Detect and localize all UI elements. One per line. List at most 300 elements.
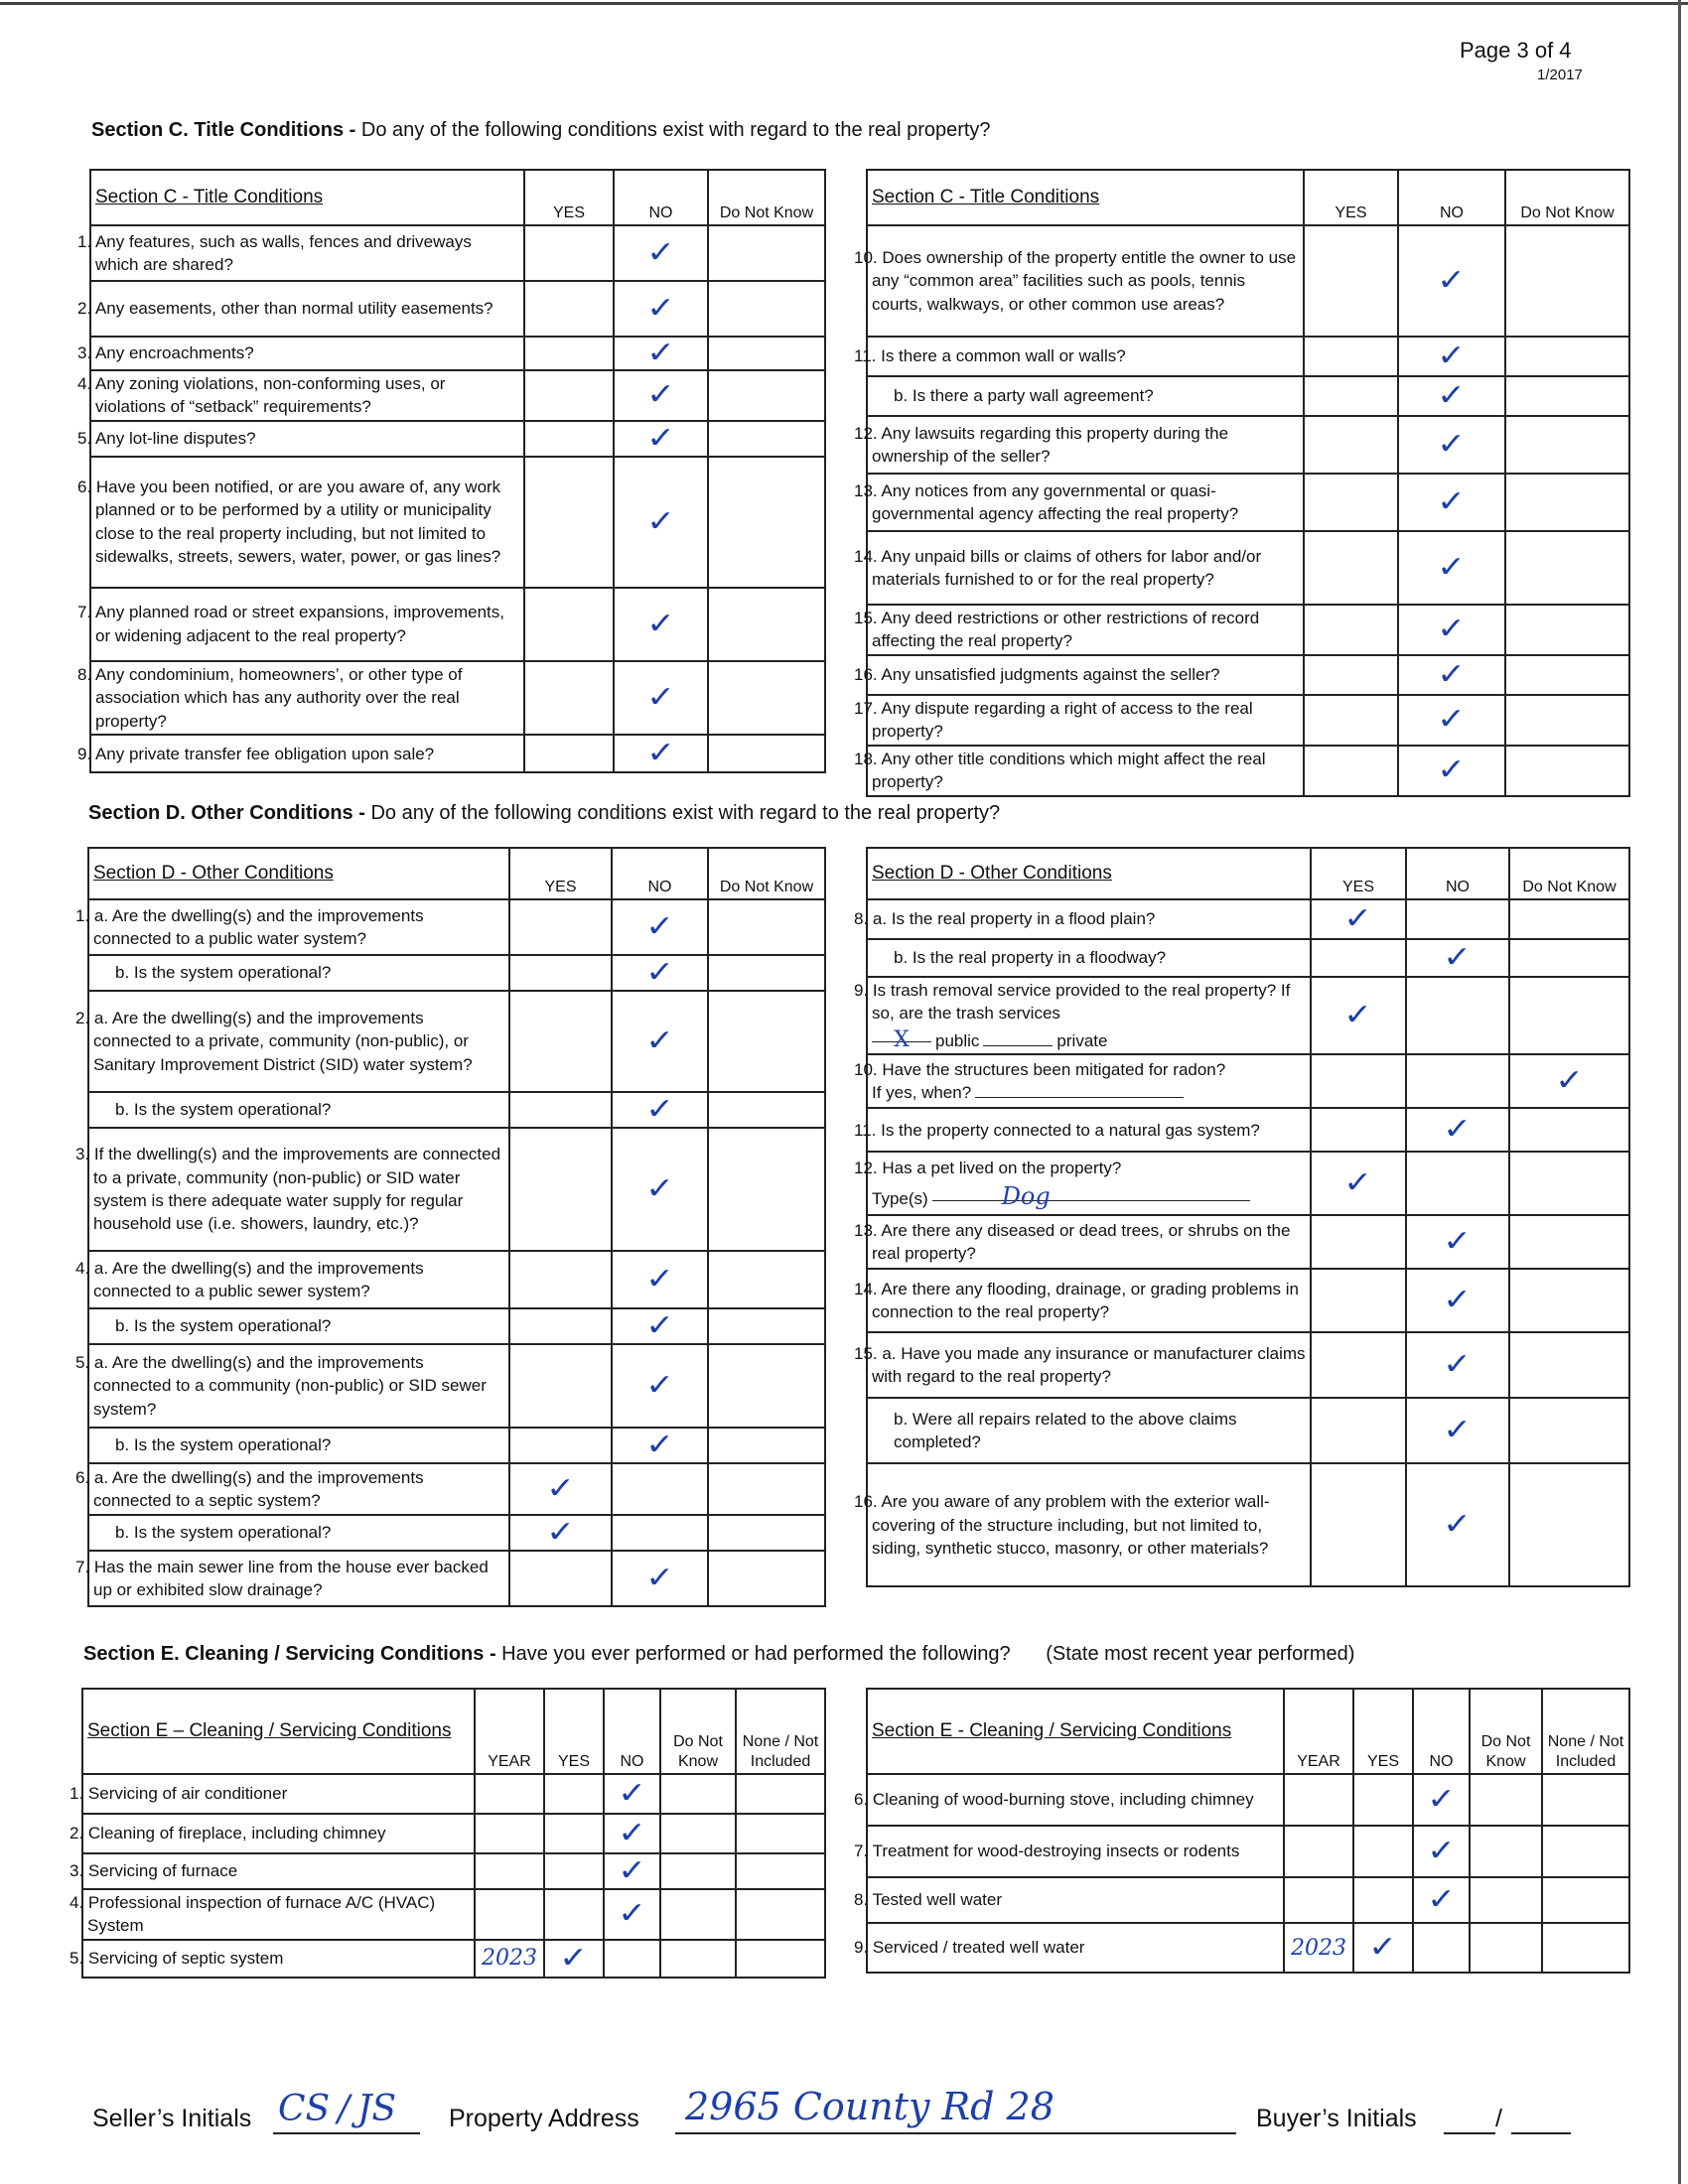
yes-checkbox[interactable] [1304, 337, 1398, 376]
do-not-know-checkbox[interactable] [708, 899, 825, 955]
do-not-know-checkbox[interactable] [1505, 337, 1629, 376]
do-not-know-checkbox[interactable] [708, 1463, 825, 1515]
trash-private-blank[interactable] [983, 1029, 1053, 1046]
yes-checkbox[interactable] [524, 735, 614, 772]
none-not-included-checkbox[interactable] [1542, 1923, 1629, 1973]
yes-checkbox[interactable] [509, 899, 612, 955]
no-checkbox[interactable] [604, 1940, 660, 1978]
question-cell [854, 1054, 1311, 1108]
no-checkbox[interactable] [612, 1344, 708, 1428]
question-row [88, 1128, 825, 1251]
yes-checkbox[interactable] [544, 1774, 604, 1814]
none-not-included-checkbox[interactable] [736, 1814, 825, 1853]
col-do-not-know: Do Not Know [708, 848, 825, 899]
do-not-know-checkbox[interactable] [708, 225, 825, 281]
yes-checkbox[interactable] [524, 281, 614, 337]
no-checkbox[interactable] [614, 337, 708, 370]
checkmark-icon: ✓ [1437, 427, 1467, 462]
question-row [867, 416, 1629, 474]
yes-checkbox[interactable] [1304, 746, 1398, 796]
no-checkbox[interactable] [604, 1814, 660, 1853]
no-checkbox[interactable] [604, 1774, 660, 1814]
do-not-know-checkbox[interactable] [1470, 1877, 1542, 1923]
col-year: YEAR [1284, 1689, 1353, 1774]
yes-checkbox[interactable] [1304, 376, 1398, 416]
question-row [867, 746, 1629, 796]
none-not-included-checkbox[interactable] [1542, 1826, 1629, 1877]
service-text: 1. Servicing of air conditioner [70, 1784, 288, 1804]
col-yes: YES [509, 848, 612, 899]
col-yes: YES [544, 1689, 604, 1774]
radon-when-blank[interactable] [975, 1081, 1184, 1098]
question-row [867, 1108, 1629, 1152]
seller-initials-1[interactable]: CS [278, 2089, 331, 2129]
yes-checkbox[interactable] [1353, 1774, 1413, 1826]
col-none-not-included: None / Not Included [736, 1689, 825, 1774]
service-cell [70, 1853, 475, 1889]
yes-checkbox[interactable] [1304, 225, 1398, 337]
no-checkbox[interactable] [612, 1463, 708, 1515]
yes-checkbox[interactable] [1304, 695, 1398, 746]
no-checkbox[interactable] [1413, 1774, 1470, 1826]
checkmark-icon: ✓ [1427, 1882, 1456, 1917]
checkmark-icon: ✓ [645, 1171, 674, 1206]
question-cell [77, 370, 524, 421]
yes-checkbox[interactable] [509, 1463, 612, 1515]
question-text: b. Is the system operational? [115, 1316, 332, 1336]
do-not-know-checkbox[interactable] [1509, 1215, 1629, 1269]
service-row [867, 1774, 1629, 1826]
yes-checkbox[interactable] [509, 1551, 612, 1606]
service-cell [854, 1826, 1284, 1877]
do-not-know-checkbox[interactable] [1505, 531, 1629, 605]
year-field[interactable] [475, 1853, 544, 1889]
col-year: YEAR [475, 1689, 544, 1774]
do-not-know-checkbox[interactable] [1470, 1923, 1542, 1973]
checkmark-icon: ✓ [645, 1024, 674, 1058]
col-no: NO [604, 1689, 660, 1774]
do-not-know-checkbox[interactable] [1509, 939, 1629, 977]
yes-checkbox[interactable] [544, 1814, 604, 1853]
yes-checkbox[interactable] [1353, 1877, 1413, 1923]
do-not-know-checkbox[interactable] [1509, 1152, 1629, 1215]
col-yes: YES [1304, 170, 1398, 225]
service-text: 5. Servicing of septic system [70, 1949, 284, 1969]
yes-checkbox[interactable] [524, 225, 614, 281]
col-yes: YES [1311, 848, 1406, 899]
yes-checkbox[interactable] [1311, 1332, 1406, 1398]
question-row [88, 899, 825, 955]
no-checkbox[interactable] [612, 1308, 708, 1344]
no-checkbox[interactable] [612, 955, 708, 991]
yes-checkbox[interactable] [1311, 1054, 1406, 1108]
question-cell [854, 1152, 1311, 1215]
service-cell [854, 1774, 1284, 1826]
do-not-know-checkbox[interactable] [1470, 1826, 1542, 1877]
yes-checkbox[interactable] [1304, 655, 1398, 695]
section-e-heading-bold: Section E. Cleaning / Servicing Conditions - [83, 1643, 496, 1665]
question-cell [854, 655, 1304, 695]
do-not-know-checkbox[interactable] [1509, 1054, 1629, 1108]
question-row [867, 1463, 1629, 1586]
section-c-left-table [77, 169, 826, 773]
none-not-included-checkbox[interactable] [736, 1853, 825, 1889]
no-checkbox[interactable] [612, 1551, 708, 1606]
do-not-know-checkbox[interactable] [660, 1774, 736, 1814]
no-checkbox[interactable] [614, 661, 708, 735]
do-not-know-checkbox[interactable] [708, 991, 825, 1092]
yes-checkbox[interactable] [509, 1515, 612, 1551]
no-checkbox[interactable] [1406, 1152, 1509, 1215]
year-value: 2023 [1291, 1935, 1346, 1961]
question-text: 11. Is there a common wall or walls? [854, 346, 1126, 366]
no-checkbox[interactable] [1398, 225, 1505, 337]
do-not-know-checkbox[interactable] [1505, 655, 1629, 695]
col-none-not-included: None / Not Included [1542, 1689, 1629, 1774]
service-text: 9. Serviced / treated well water [854, 1938, 1085, 1958]
do-not-know-checkbox[interactable] [708, 457, 825, 588]
do-not-know-checkbox[interactable] [708, 1092, 825, 1128]
do-not-know-checkbox[interactable] [660, 1853, 736, 1889]
no-checkbox[interactable] [614, 421, 708, 457]
checkmark-icon: ✓ [645, 1092, 674, 1127]
service-row [867, 1826, 1629, 1877]
checkmark-icon: ✓ [1437, 378, 1467, 413]
no-checkbox[interactable] [1406, 1269, 1509, 1332]
question-text: 2. Any easements, other than normal utility easements? [77, 299, 493, 319]
do-not-know-checkbox[interactable] [708, 281, 825, 337]
no-checkbox[interactable] [614, 457, 708, 588]
yes-checkbox[interactable] [524, 588, 614, 661]
question-row [867, 605, 1629, 655]
checkmark-icon: ✓ [645, 1428, 674, 1462]
question-text: 12. Any lawsuits regarding this property during the ownership of the seller? [854, 423, 1229, 466]
no-checkbox[interactable] [1413, 1877, 1470, 1923]
question-row [867, 337, 1629, 376]
question-row [90, 337, 825, 370]
yes-checkbox[interactable] [509, 1308, 612, 1344]
year-field[interactable] [1284, 1877, 1353, 1923]
question-text: b. Is the system operational? [115, 1100, 332, 1120]
section-d-left-table [75, 847, 826, 1607]
no-checkbox[interactable] [1406, 1463, 1509, 1586]
question-row [88, 955, 825, 991]
yes-checkbox[interactable] [1304, 531, 1398, 605]
question-row [867, 1398, 1629, 1463]
question-cell [88, 955, 509, 991]
question-text: b. Were all repairs related to the above claims completed? [894, 1409, 1237, 1452]
question-row [88, 1251, 825, 1308]
no-checkbox[interactable] [612, 1128, 708, 1251]
yes-checkbox[interactable] [1311, 1269, 1406, 1332]
yes-checkbox[interactable] [1311, 939, 1406, 977]
no-checkbox[interactable] [604, 1853, 660, 1889]
do-not-know-checkbox[interactable] [1509, 1108, 1629, 1152]
do-not-know-checkbox[interactable] [1505, 695, 1629, 746]
no-checkbox[interactable] [614, 225, 708, 281]
yes-checkbox[interactable] [509, 1128, 612, 1251]
section-e-left-title: Section E – Cleaning / Servicing Conditions [82, 1689, 475, 1774]
do-not-know-checkbox[interactable] [1505, 474, 1629, 531]
checkmark-icon: ✓ [1427, 1834, 1456, 1868]
checkmark-icon: ✓ [646, 291, 675, 326]
top-border-line [0, 2, 1688, 5]
no-checkbox[interactable] [1406, 1108, 1509, 1152]
no-checkbox[interactable] [1398, 655, 1505, 695]
service-text: 7. Treatment for wood-destroying insects or rodents [854, 1842, 1240, 1861]
checkmark-icon: ✓ [1555, 1063, 1584, 1099]
question-row [88, 1092, 825, 1128]
yes-checkbox[interactable] [1311, 1215, 1406, 1269]
yes-checkbox[interactable] [1311, 977, 1406, 1054]
no-checkbox[interactable] [1398, 746, 1505, 796]
question-text: 7. Any planned road or street expansions, improvements, or widening adjacent to the real property? [77, 603, 504, 645]
checkmark-icon: ✓ [1443, 1283, 1473, 1318]
no-checkbox[interactable] [1398, 474, 1505, 531]
checkmark-icon: ✓ [1437, 484, 1467, 519]
do-not-know-checkbox[interactable] [708, 337, 825, 370]
checkmark-icon: ✓ [646, 377, 675, 413]
do-not-know-checkbox[interactable] [708, 1428, 825, 1463]
checkmark-icon: ✓ [546, 1471, 575, 1506]
yes-checkbox[interactable] [1304, 605, 1398, 655]
do-not-know-checkbox[interactable] [708, 1344, 825, 1428]
question-cell [854, 899, 1311, 939]
no-checkbox[interactable] [612, 899, 708, 955]
question-cell [88, 1515, 509, 1551]
question-cell [854, 337, 1304, 376]
yes-checkbox[interactable] [1304, 416, 1398, 474]
yes-checkbox[interactable] [509, 1251, 612, 1308]
no-checkbox[interactable] [612, 1092, 708, 1128]
question-row [88, 1308, 825, 1344]
service-row [82, 1814, 825, 1853]
do-not-know-checkbox[interactable] [660, 1889, 736, 1940]
do-not-know-checkbox[interactable] [1505, 416, 1629, 474]
question-text: 12. Has a pet lived on the property? [854, 1159, 1122, 1178]
question-cell [75, 1128, 509, 1251]
do-not-know-checkbox[interactable] [1505, 605, 1629, 655]
question-row [90, 661, 825, 735]
no-checkbox[interactable] [614, 370, 708, 421]
question-text: b. Is there a party wall agreement? [894, 386, 1154, 406]
no-checkbox[interactable] [604, 1889, 660, 1940]
question-text: 4. Any zoning violations, non-conforming uses, or violations of “setback” requirements? [77, 374, 446, 417]
year-field[interactable] [475, 1940, 544, 1978]
do-not-know-checkbox[interactable] [1509, 899, 1629, 939]
no-checkbox[interactable] [612, 991, 708, 1092]
checkmark-icon: ✓ [1437, 612, 1467, 647]
yes-checkbox[interactable] [544, 1853, 604, 1889]
yes-checkbox[interactable] [524, 370, 614, 421]
year-field[interactable] [1284, 1826, 1353, 1877]
question-text: 15. a. Have you made any insurance or manufacturer claims with regard to the real property? [854, 1343, 1306, 1387]
question-row [90, 281, 825, 337]
no-checkbox[interactable] [612, 1515, 708, 1551]
no-checkbox[interactable] [1406, 1332, 1509, 1398]
do-not-know-checkbox[interactable] [708, 1251, 825, 1308]
do-not-know-checkbox[interactable] [708, 661, 825, 735]
question-cell [854, 695, 1304, 746]
question-row [90, 370, 825, 421]
year-field[interactable] [1284, 1774, 1353, 1826]
no-checkbox[interactable] [1413, 1923, 1470, 1973]
question-cell [77, 588, 524, 661]
seller-initials-2[interactable]: JS [357, 2089, 397, 2129]
question-text: 1. Any features, such as walls, fences and driveways which are shared? [77, 231, 472, 274]
question-text: 3. Any encroachments? [77, 343, 254, 363]
checkmark-icon: ✓ [646, 736, 675, 771]
no-checkbox[interactable] [1398, 376, 1505, 416]
no-checkbox[interactable] [1406, 939, 1509, 977]
none-not-included-checkbox[interactable] [1542, 1877, 1629, 1923]
yes-checkbox[interactable] [1311, 1108, 1406, 1152]
do-not-know-checkbox[interactable] [1509, 1332, 1629, 1398]
section-d-heading-bold: Section D. Other Conditions - [88, 802, 365, 824]
service-cell [854, 1923, 1284, 1973]
no-checkbox[interactable] [1406, 1054, 1509, 1108]
none-not-included-checkbox[interactable] [1542, 1774, 1629, 1826]
service-cell [70, 1940, 475, 1978]
question-cell [854, 1332, 1311, 1398]
yes-checkbox[interactable] [524, 337, 614, 370]
col-do-not-know: Do Not Know [660, 1689, 736, 1774]
radon-when-line [872, 1081, 1306, 1104]
checkmark-icon: ✓ [1443, 1413, 1473, 1448]
yes-checkbox[interactable] [544, 1940, 604, 1978]
question-cell [854, 605, 1304, 655]
section-d-heading [88, 802, 1000, 825]
trash-public-blank[interactable] [872, 1025, 931, 1052]
yes-checkbox[interactable] [1353, 1923, 1413, 1973]
do-not-know-checkbox[interactable] [708, 588, 825, 661]
question-text: 2. a. Are the dwelling(s) and the improvements connected to a private, community (non-public), or Sanitary Improvement District (SID) water system? [75, 1008, 473, 1074]
do-not-know-checkbox[interactable] [1470, 1774, 1542, 1826]
property-address-value[interactable]: 2965 County Rd 28 [685, 2085, 1055, 2128]
do-not-know-checkbox[interactable] [660, 1940, 736, 1978]
do-not-know-checkbox[interactable] [708, 955, 825, 991]
no-checkbox[interactable] [1398, 337, 1505, 376]
service-cell [70, 1814, 475, 1853]
question-cell [854, 1463, 1311, 1586]
do-not-know-checkbox[interactable] [1505, 746, 1629, 796]
yes-checkbox[interactable] [509, 1344, 612, 1428]
section-d-right-title: Section D - Other Conditions [867, 848, 1311, 899]
no-checkbox[interactable] [1406, 899, 1509, 939]
checkmark-icon: ✓ [1368, 1930, 1398, 1965]
yes-checkbox[interactable] [509, 1428, 612, 1463]
yes-checkbox[interactable] [1311, 1152, 1406, 1215]
section-d-heading-text: Do any of the following conditions exist with regard to the real property? [370, 802, 1001, 824]
year-field[interactable] [1284, 1923, 1353, 1973]
question-text: 6. a. Are the dwelling(s) and the improvements connected to a septic system? [75, 1467, 424, 1510]
do-not-know-checkbox[interactable] [708, 1551, 825, 1606]
checkmark-icon: ✓ [618, 1853, 646, 1888]
no-checkbox[interactable] [614, 735, 708, 772]
yes-checkbox[interactable] [544, 1889, 604, 1940]
question-cell [854, 1269, 1311, 1332]
do-not-know-checkbox[interactable] [708, 735, 825, 772]
none-not-included-checkbox[interactable] [736, 1940, 825, 1978]
year-field[interactable] [475, 1774, 544, 1814]
no-checkbox[interactable] [612, 1251, 708, 1308]
question-row [88, 1515, 825, 1551]
checkmark-icon: ✓ [1437, 339, 1467, 373]
year-field[interactable] [475, 1814, 544, 1853]
do-not-know-checkbox[interactable] [1509, 1463, 1629, 1586]
service-cell [854, 1877, 1284, 1923]
buyer-initials-label: Buyer’s Initials [1256, 2105, 1417, 2132]
do-not-know-checkbox[interactable] [660, 1814, 736, 1853]
yes-checkbox[interactable] [1304, 474, 1398, 531]
no-checkbox[interactable] [614, 281, 708, 337]
no-checkbox[interactable] [612, 1428, 708, 1463]
service-text: 8. Tested well water [854, 1890, 1002, 1910]
do-not-know-checkbox[interactable] [708, 1128, 825, 1251]
no-checkbox[interactable] [1413, 1826, 1470, 1877]
question-cell [867, 376, 1304, 416]
do-not-know-checkbox[interactable] [1505, 225, 1629, 337]
do-not-know-checkbox[interactable] [708, 1515, 825, 1551]
col-no: NO [1398, 170, 1505, 225]
yes-checkbox[interactable] [524, 457, 614, 588]
pet-type-field[interactable] [932, 1180, 1250, 1210]
no-checkbox[interactable] [1398, 416, 1505, 474]
year-field[interactable] [475, 1889, 544, 1940]
question-cell [77, 225, 524, 281]
do-not-know-checkbox[interactable] [1505, 376, 1629, 416]
yes-checkbox[interactable] [1311, 1463, 1406, 1586]
none-not-included-checkbox[interactable] [736, 1774, 825, 1814]
no-checkbox[interactable] [1398, 605, 1505, 655]
question-row [90, 457, 825, 588]
none-not-included-checkbox[interactable] [736, 1889, 825, 1940]
no-checkbox[interactable] [1398, 695, 1505, 746]
no-checkbox[interactable] [1406, 1215, 1509, 1269]
question-text: 6. Have you been notified, or are you aware of, any work planned or to be performed by a utility or municipality close to the real property including, but not limited to sidewalks, streets, sewers, water, power, or gas lines? [77, 478, 501, 567]
yes-checkbox[interactable] [1353, 1826, 1413, 1877]
no-checkbox[interactable] [1406, 1398, 1509, 1463]
service-row [82, 1889, 825, 1940]
col-yes: YES [524, 170, 614, 225]
yes-checkbox[interactable] [524, 661, 614, 735]
question-text: 9. Is trash removal service provided to the real property? If so, are the trash services [854, 981, 1291, 1024]
yes-checkbox[interactable] [509, 991, 612, 1092]
question-text: 13. Any notices from any governmental or quasi-governmental agency affecting the real property? [854, 480, 1239, 523]
col-no: NO [614, 170, 708, 225]
question-text: b. Is the real property in a floodway? [894, 948, 1167, 968]
do-not-know-checkbox[interactable] [708, 421, 825, 457]
yes-checkbox[interactable] [509, 955, 612, 991]
yes-checkbox[interactable] [524, 421, 614, 457]
do-not-know-checkbox[interactable] [708, 1308, 825, 1344]
question-cell [77, 457, 524, 588]
question-text: 17. Any dispute regarding a right of access to the real property? [854, 698, 1253, 742]
no-checkbox[interactable] [614, 588, 708, 661]
do-not-know-checkbox[interactable] [708, 370, 825, 421]
question-text: 14. Any unpaid bills or claims of others for labor and/or materials furnished to or for the real property? [854, 546, 1262, 589]
yes-checkbox[interactable] [1311, 1398, 1406, 1463]
yes-checkbox[interactable] [509, 1092, 612, 1128]
do-not-know-checkbox[interactable] [1509, 1398, 1629, 1463]
question-row [867, 899, 1629, 939]
yes-checkbox[interactable] [1311, 899, 1406, 939]
question-text: 14. Are there any flooding, drainage, or grading problems in connection to the real property? [854, 1279, 1299, 1322]
no-checkbox[interactable] [1406, 977, 1509, 1054]
do-not-know-checkbox[interactable] [1509, 977, 1629, 1054]
no-checkbox[interactable] [1398, 531, 1505, 605]
do-not-know-checkbox[interactable] [1509, 1269, 1629, 1332]
